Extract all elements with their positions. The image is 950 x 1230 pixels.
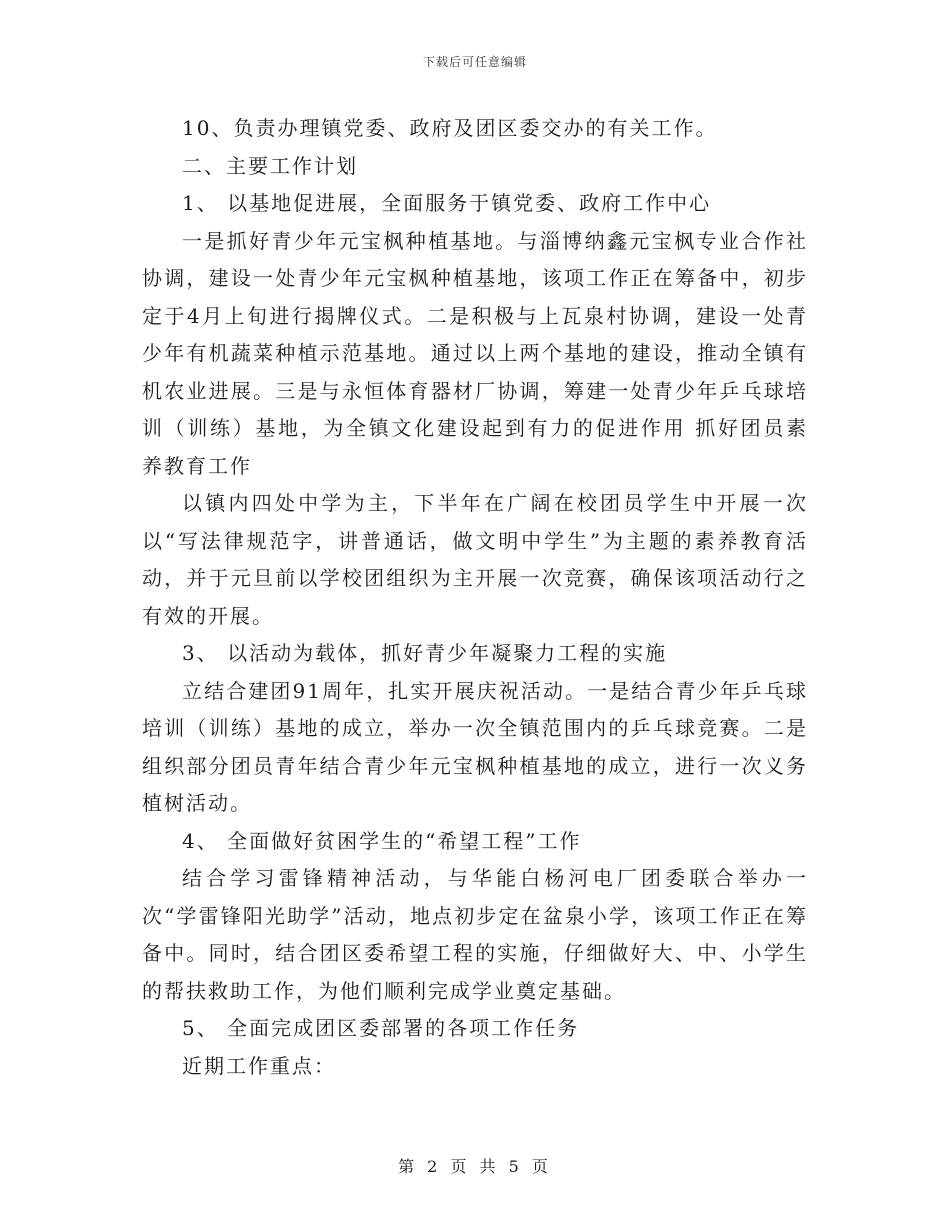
paragraph-item-10: 10、负责办理镇党委、政府及团区委交办的有关工作。 — [182, 116, 718, 140]
section-heading-main-plan: 二、主要工作计划 — [182, 153, 358, 178]
subheading-district-tasks: 5、 全面完成团区委部署的各项工作任务 — [182, 1016, 580, 1040]
document-body — [142, 110, 808, 1085]
page-number: 第 2 页 共 5 页 — [398, 1157, 552, 1176]
paragraph-base-construction: 一是抓好青少年元宝枫种植基地。与淄博纳鑫元宝枫专业合作社协调，建设一处青少年元宝枫种植基地，该项工作正在筹备中，初步定于4月上旬进行揭牌仪式。二是积极与上瓦泉村协调，建设一处青少年有机蔬菜种植示范基地。通过以上两个基地的建设，推动全镇有机农业进展。三是与永恒体育器材厂协调，筹建一处青少年乒乓球培训（训练）基地，为全镇文化建设起到有力的促进作用 抓好团员素养教育工作 — [142, 228, 808, 478]
paragraph-recent-focus: 近期工作重点： — [182, 1053, 336, 1078]
paragraph-quality-education: 以镇内四处中学为主，下半年在广阔在校团员学生中开展一次以“写法律规范字，讲普通话，做文明中学生”为主题的素养教育活动，并于元旦前以学校团组织为主开展一次竞赛，确保该项活动行之有效的开展。 — [142, 491, 808, 628]
paragraph-lei-feng-aid: 结合学习雷锋精神活动，与华能白杨河电厂团委联合举办一次“学雷锋阳光助学”活动，地点初步定在盆泉小学，该项工作正在筹备中。同时，结合团区委希望工程的实施，仔细做好大、中、小学生的帮扶救助工作，为他们顺利完成学业奠定基础。 — [142, 866, 808, 1003]
paragraph-anniversary-activities: 立结合建团91周年，扎实开展庆祝活动。一是结合青少年乒乓球培训（训练）基地的成立，举办一次全镇范围内的乒乓球竞赛。二是组织部分团员青年结合青少年元宝枫种植基地的成立，进行一次义务植树活动。 — [142, 678, 808, 815]
subheading-hope-project: 4、 全面做好贫困学生的“希望工程”工作 — [182, 828, 582, 853]
subheading-base-development: 1、 以基地促进展，全面服务于镇党委、政府工作中心 — [182, 191, 712, 215]
subheading-activities: 3、 以活动为载体，抓好青少年凝聚力工程的实施 — [182, 641, 668, 665]
page-header-note: 下载后可任意编辑 — [422, 55, 527, 69]
